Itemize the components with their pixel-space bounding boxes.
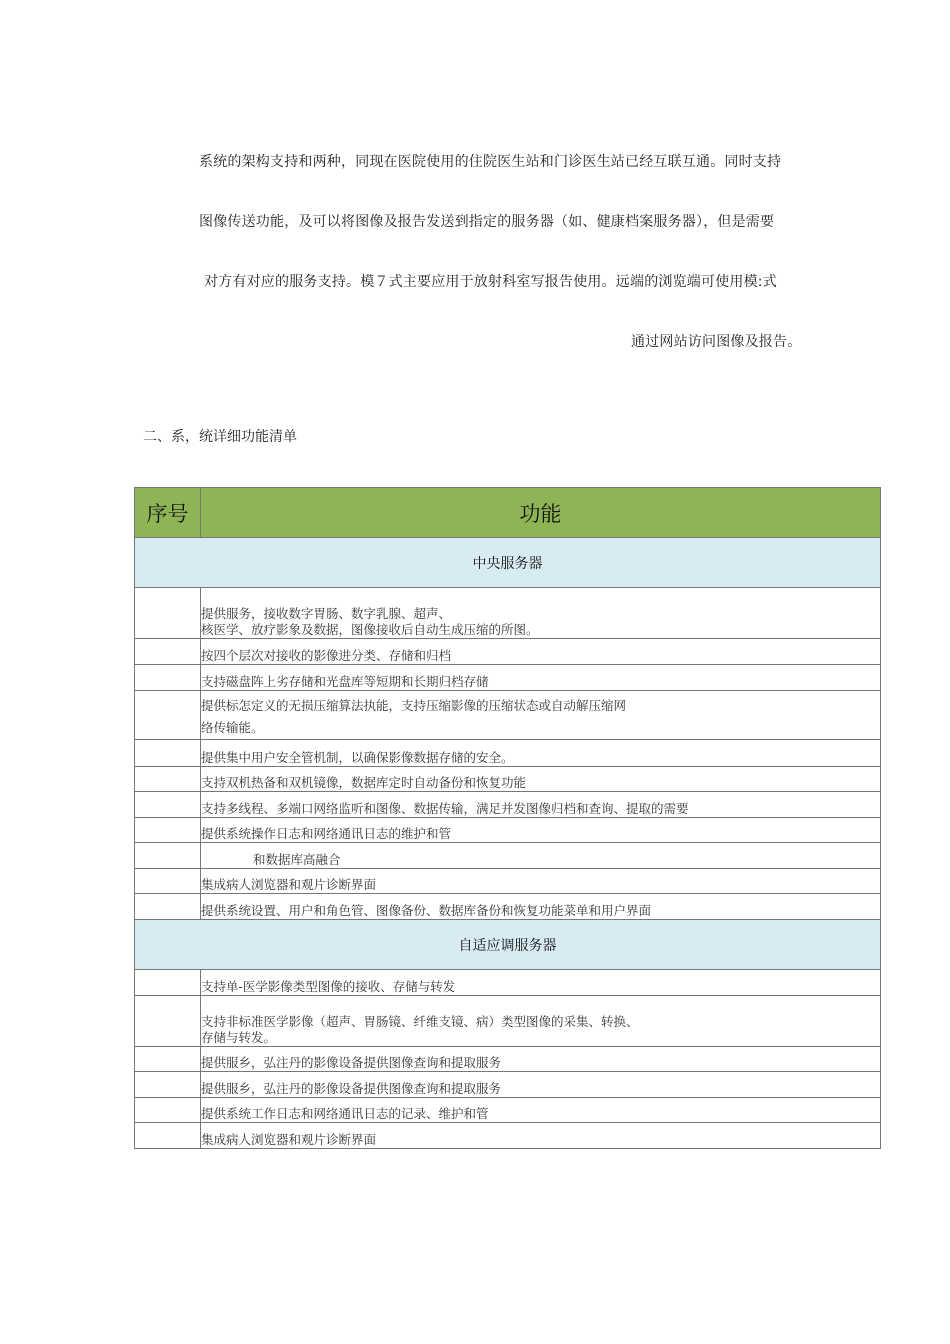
seq-cell <box>135 894 201 920</box>
table-row <box>135 691 881 740</box>
group-title: 自适应调服务器 <box>135 920 881 970</box>
paragraph-line-1: 系统的架构支持和两种，同现在医院使用的住院医生站和门诊医生站已经互联互通。同时支持 <box>199 154 782 170</box>
seq-cell <box>135 970 201 996</box>
func-cell: 提供系统工作日志和网络通讯日志的记录、维护和管 <box>201 1098 881 1123</box>
table-row <box>135 740 881 767</box>
func-cell: 提供集中用户安全管机制，以确保影像数据存储的安全。 <box>201 740 881 767</box>
table-row <box>135 869 881 894</box>
seq-cell <box>135 996 201 1047</box>
seq-cell <box>135 843 201 869</box>
table-row <box>135 894 881 920</box>
header-func: 功能 <box>201 488 881 538</box>
table-row <box>135 792 881 818</box>
group-title: 中央服务器 <box>135 538 881 588</box>
seq-cell <box>135 869 201 894</box>
seq-cell <box>135 691 201 740</box>
group-row-adaptive-server <box>135 920 881 970</box>
table-header-row <box>135 488 881 538</box>
table-row <box>135 588 881 639</box>
paragraph-line-4: 通过网站访问图像及报告。 <box>631 334 802 350</box>
seq-cell <box>135 639 201 665</box>
func-cell: 提供系统操作日志和网络通讯日志的维护和管 <box>201 818 881 843</box>
table-row <box>135 1123 881 1149</box>
table-row <box>135 970 881 996</box>
func-cell: 按四个层次对接收的影像进分类、存储和归档 <box>201 639 881 665</box>
seq-cell <box>135 1098 201 1123</box>
table-row <box>135 818 881 843</box>
func-cell: 支持磁盘阵上劣存储和光盘库等短期和长期归档存储 <box>201 665 881 691</box>
func-cell: 支持非标准医学影像（超声、胃肠镜、纤维支镜、病）类型图像的采集、转换、 存储与转发。 <box>201 996 881 1047</box>
table-row <box>135 1072 881 1098</box>
seq-cell <box>135 1123 201 1149</box>
seq-cell <box>135 792 201 818</box>
seq-cell <box>135 1047 201 1072</box>
function-table <box>134 487 881 1149</box>
table-row <box>135 639 881 665</box>
table-row <box>135 1098 881 1123</box>
func-cell: 提供服乡，弘注丹的影像设备提供图像查询和提取服务 <box>201 1072 881 1098</box>
table-row <box>135 767 881 792</box>
table-row <box>135 843 881 869</box>
seq-cell <box>135 767 201 792</box>
seq-cell <box>135 740 201 767</box>
table-row <box>135 665 881 691</box>
paragraph-line-3: 对方有对应的服务支持。模７式主要应用于放射科室写报告使用。远端的浏览端可使用模:式 <box>204 274 777 290</box>
seq-cell <box>135 665 201 691</box>
paragraph-line-2: 图像传送功能，及可以将图像及报告发送到指定的服务器（如、健康档案服务器），但是需要 <box>199 214 775 230</box>
group-row-central-server <box>135 538 881 588</box>
func-cell: 和数据库高融合 <box>201 843 881 869</box>
func-cell: 提供系统设置、用户和角色管、图像备份、数据库备份和恢复功能菜单和用户界面 <box>201 894 881 920</box>
seq-cell <box>135 818 201 843</box>
table-row <box>135 996 881 1047</box>
seq-cell <box>135 588 201 639</box>
func-cell: 集成病人浏览器和观片诊断界面 <box>201 869 881 894</box>
header-seq: 序号 <box>135 488 201 538</box>
func-cell: 集成病人浏览器和观片诊断界面 <box>201 1123 881 1149</box>
func-cell: 提供标怎定义的无损压缩算法执能，支持压缩影像的压缩状态或自动解压缩网 络传输能。 <box>201 691 881 740</box>
section-heading: 二、系，统详细功能清单 <box>143 429 297 445</box>
seq-cell <box>135 1072 201 1098</box>
func-cell: 提供服乡，弘注丹的影像设备提供图像查询和提取服务 <box>201 1047 881 1072</box>
table-row <box>135 1047 881 1072</box>
func-cell: 提供服务，接收数字胃肠、数字乳腺、超声、 核医学、放疗影象及数据，图像接收后自动生成压缩的所图。 <box>201 588 881 639</box>
func-cell: 支持多线程、多端口网络监听和图像、数据传输，满足并发图像归档和查询、提取的需要 <box>201 792 881 818</box>
func-cell: 支持单-医学影像类型图像的接收、存储与转发 <box>201 970 881 996</box>
func-cell: 支持双机热备和双机镜像，数据库定时自动备份和恢复功能 <box>201 767 881 792</box>
